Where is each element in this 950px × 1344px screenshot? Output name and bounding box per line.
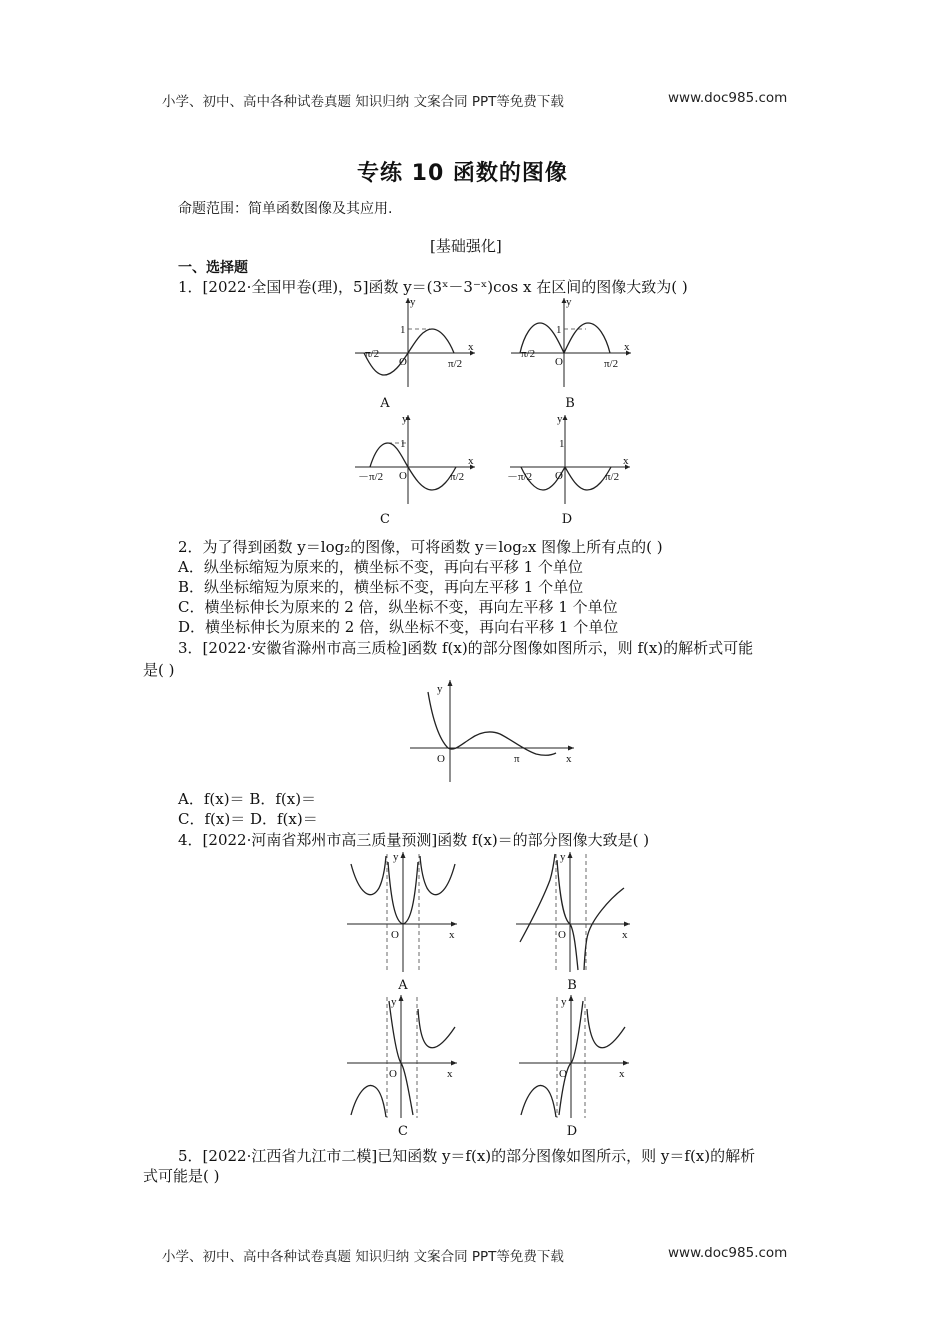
x-axis-label: x — [447, 1068, 453, 1080]
section-tag: [基础强化] — [430, 237, 502, 255]
q4-graph-d — [515, 993, 635, 1121]
tick-neg-half-pi: －π/2 — [510, 348, 536, 360]
tick-one: 1 — [559, 438, 565, 450]
y-axis-label: y — [561, 996, 567, 1008]
q3-options-row2: C．f(x)＝ D．f(x)＝ — [178, 810, 318, 828]
q4-graph-c — [343, 993, 463, 1121]
origin-label: O — [399, 470, 407, 482]
x-axis-label: x — [624, 341, 630, 353]
q4-stem: 4．[2022·河南省郑州市高三质量预测]函数 f(x)＝的部分图像大致是( ) — [178, 831, 650, 849]
q4-graph-b — [512, 850, 637, 975]
tick-half-pi: π/2 — [604, 358, 619, 370]
q1-label-c: C — [380, 512, 390, 527]
header-text: 小学、初中、高中各种试卷真题 知识归纳 文案合同 PPT等免费下载 — [162, 94, 564, 110]
origin-label: O — [391, 929, 399, 941]
x-axis-label: x — [468, 341, 474, 353]
origin-label: O — [559, 1068, 567, 1080]
q4-label-b: B — [567, 978, 577, 993]
q1-graph-d — [505, 412, 635, 507]
tick-neg-half-pi: －π/2 — [358, 471, 384, 483]
q5-stem-line2: 式可能是( ) — [143, 1167, 220, 1185]
tick-half-pi: π/2 — [448, 358, 463, 370]
page-title: 专练 10 函数的图像 — [357, 161, 568, 186]
x-axis-label: x — [449, 929, 455, 941]
tick-pi: π — [514, 753, 520, 765]
q2-option-c: C．横坐标伸长为原来的 2 倍，纵坐标不变，再向左平移 1 个单位 — [178, 598, 618, 616]
q1-label-a: A — [380, 396, 390, 411]
y-axis-label: y — [560, 851, 566, 863]
q1-graph-b — [506, 295, 636, 390]
y-axis-label: y — [391, 996, 397, 1008]
origin-label: O — [437, 753, 445, 765]
tick-one: 1 — [400, 438, 406, 450]
tick-one: 1 — [400, 324, 406, 336]
origin-label: O — [399, 356, 407, 368]
footer-text: 小学、初中、高中各种试卷真题 知识归纳 文案合同 PPT等免费下载 — [162, 1249, 564, 1265]
q3-stem-line1: 3．[2022·安徽省滁州市高三质检]函数 f(x)的部分图像如图所示，则 f(x)的解析式可能 — [178, 639, 754, 657]
q5-stem-line1: 5．[2022·江西省九江市二模]已知函数 y＝f(x)的部分图像如图所示，则 y＝f(x)的解析 — [178, 1147, 756, 1165]
y-axis-label: y — [410, 296, 416, 308]
q2-option-b: B．纵坐标缩短为原来的，横坐标不变，再向左平移 1 个单位 — [178, 578, 584, 596]
y-axis-label: y — [402, 413, 408, 425]
q1-graph-c — [350, 412, 480, 507]
footer-site[interactable]: www.doc985.com — [668, 1245, 788, 1261]
y-axis-label: y — [437, 683, 443, 695]
q3-graph — [406, 676, 581, 784]
q4-label-a: A — [398, 978, 408, 993]
q4-graph-a — [343, 850, 463, 975]
x-axis-label: x — [566, 753, 572, 765]
section-heading: 一、选择题 — [178, 260, 248, 276]
q1-label-b: B — [565, 396, 575, 411]
q1-graph-a — [350, 295, 480, 390]
q4-label-d: D — [566, 1124, 578, 1139]
tick-neg-half-pi: －π/2 — [354, 348, 380, 360]
q3-stem-line2: 是( ) — [143, 661, 175, 679]
q2-stem: 2．为了得到函数 y＝log₂的图像，可将函数 y＝log₂x 图像上所有点的( ) — [178, 538, 663, 556]
x-axis-label: x — [623, 455, 629, 467]
origin-label: O — [555, 470, 563, 482]
q1-label-d: D — [561, 512, 573, 527]
q1-stem: 1．[2022·全国甲卷(理)，5]函数 y＝(3ˣ－3⁻ˣ)cos x 在区间的图像大致为( ) — [178, 278, 688, 296]
q4-label-c: C — [398, 1124, 408, 1139]
q2-option-a: A．纵坐标缩短为原来的，横坐标不变，再向右平移 1 个单位 — [178, 558, 583, 576]
origin-label: O — [389, 1068, 397, 1080]
x-axis-label: x — [619, 1068, 625, 1080]
origin-label: O — [555, 356, 563, 368]
tick-half-pi: π/2 — [605, 471, 620, 483]
scope-text: 命题范围：简单函数图像及其应用. — [178, 201, 393, 217]
x-axis-label: x — [468, 455, 474, 467]
y-axis-label: y — [393, 851, 399, 863]
header-site[interactable]: www.doc985.com — [668, 90, 788, 106]
y-axis-label: y — [566, 296, 572, 308]
x-axis-label: x — [622, 929, 628, 941]
origin-label: O — [558, 929, 566, 941]
q2-option-d: D．横坐标伸长为原来的 2 倍，纵坐标不变，再向右平移 1 个单位 — [178, 618, 619, 636]
tick-half-pi: π/2 — [450, 471, 465, 483]
y-axis-label: y — [557, 413, 563, 425]
tick-neg-half-pi: －π/2 — [507, 471, 533, 483]
q3-options-row1: A．f(x)＝ B．f(x)＝ — [178, 790, 317, 808]
tick-one: 1 — [556, 324, 562, 336]
